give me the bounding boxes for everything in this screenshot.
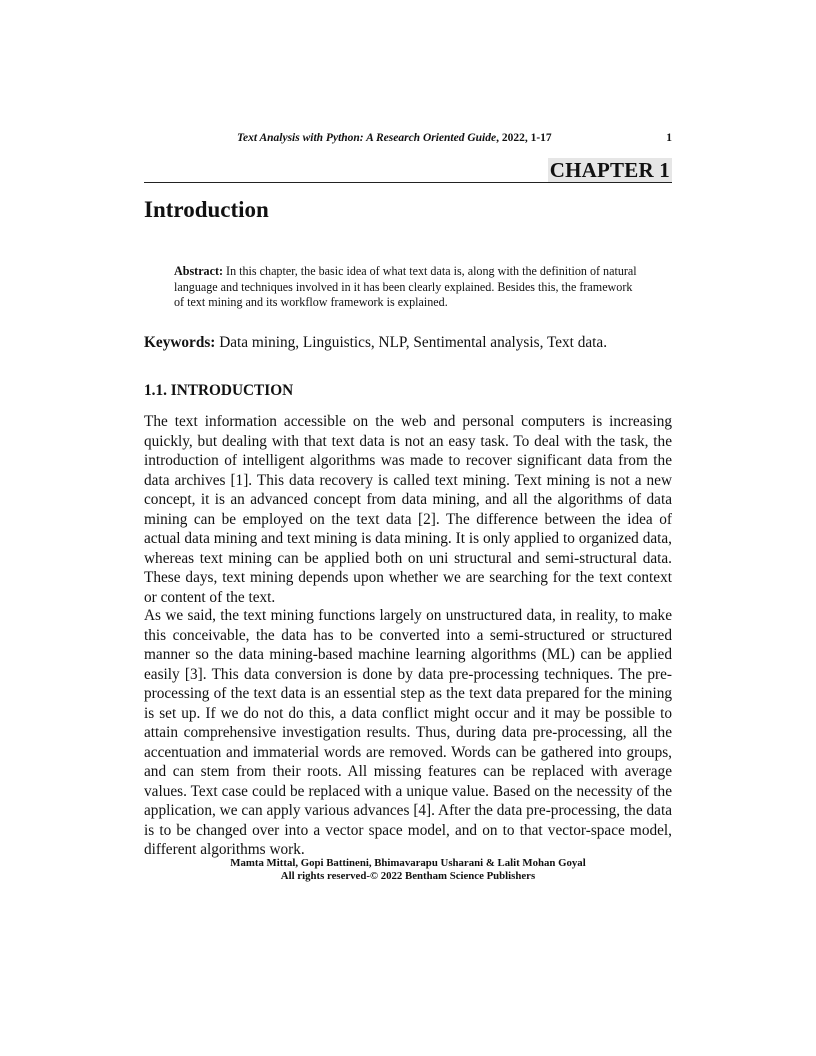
abstract xyxy=(174,264,644,311)
footer-authors: Mamta Mittal, Gopi Battineni, Bhimavarapu Usharani & Lalit Mohan Goyal xyxy=(230,857,586,869)
keywords xyxy=(144,333,672,353)
year-pages: , 2022, 1-17 xyxy=(496,132,552,144)
running-header-title xyxy=(237,132,552,144)
footer xyxy=(144,857,672,883)
footer-rights: All rights reserved-© 2022 Bentham Science Publishers xyxy=(280,870,536,882)
chapter-rule xyxy=(144,182,672,183)
keywords-text: Data mining, Linguistics, NLP, Sentimental analysis, Text data. xyxy=(215,334,608,351)
chapter-title: Introduction xyxy=(144,197,269,222)
chapter-label: CHAPTER 1 xyxy=(549,158,670,182)
body-paragraph: The text information accessible on the web and personal computers is increasing quickly, but dealing with that text data is not an easy task. To deal with the task, the introduction of intelligent algorithms was made to recover significant data from the data archives [1]. This data recovery is called text mining. Text mining is not a new concept, it is an advanced concept from data mining, and all the algorithms of data mining can be employed on the text data [2]. The difference between the idea of actual data mining and text mining is data mining. It is only applied to organized data, whereas text mining can be applied both on uni structural and semi-structural data. These days, text mining depends upon whether we are searching for the text context or content of the text. xyxy=(144,413,672,606)
keywords-label: Keywords: xyxy=(144,334,216,351)
abstract-label: Abstract: xyxy=(174,264,224,278)
abstract-text: In this chapter, the basic idea of what text data is, along with the definition of natural language and techniques involved in it has been clearly explained. Besides this, the framework of text mining and its workflow framework is explained. xyxy=(174,264,637,310)
body-paragraph: As we said, the text mining functions largely on unstructured data, in reality, to make this conceivable, the data has to be converted into a semi-structured or structured manner so the data mining-based machine learning algorithms (ML) can be applied easily [3]. This data conversion is done by data pre-processing techniques. The pre-processing of the text data is an essential step as the text data prepared for the mining is set up. If we do not do this, a data conflict might occur and it may be possible to attain comprehensive investigation results. Thus, during data pre-processing, all the accentuation and immaterial words are removed. Words can be gathered into groups, and can stem from their roots. All missing features can be replaced with average values. Text case could be replaced with a unique value. Based on the necessity of the application, we can apply various advances [4]. After the data pre-processing, the data is to be changed over into a vector space model, and on to that vector-space model, different algorithms work. xyxy=(144,607,672,858)
running-header xyxy=(144,132,672,150)
section-heading: 1.1. INTRODUCTION xyxy=(144,382,294,399)
page-number: 1 xyxy=(666,132,672,144)
book-title: Text Analysis with Python: A Research Oriented Guide xyxy=(237,132,497,144)
